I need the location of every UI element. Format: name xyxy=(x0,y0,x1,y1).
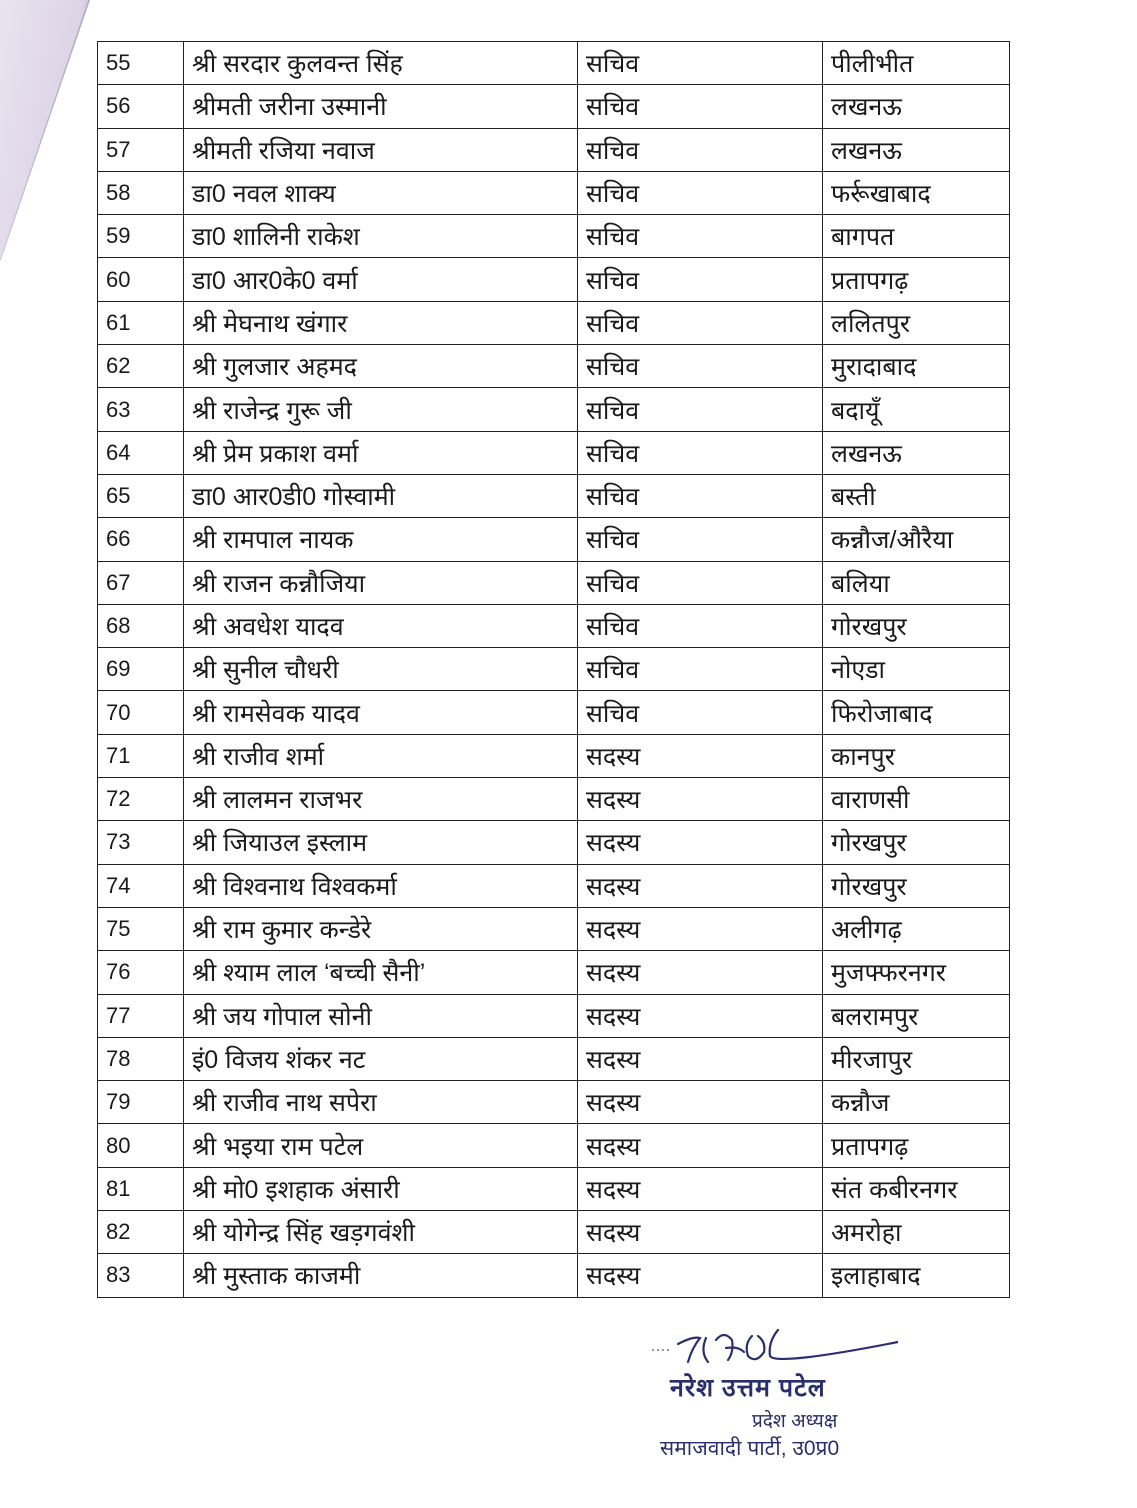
district-cell: गोरखपुर xyxy=(823,604,1010,647)
serial-number-cell: 65 xyxy=(98,474,184,517)
member-name-cell: डा0 शालिनी राकेश xyxy=(184,215,578,258)
post-cell: सदस्य xyxy=(578,864,823,907)
district-cell: अलीगढ़ xyxy=(823,907,1010,950)
post-cell: सदस्य xyxy=(578,994,823,1037)
post-cell: सचिव xyxy=(578,604,823,647)
serial-number-cell: 55 xyxy=(98,42,184,85)
serial-number-cell: 63 xyxy=(98,388,184,431)
table-row xyxy=(98,778,1010,821)
member-name-cell: श्रीमती रजिया नवाज xyxy=(184,128,578,171)
member-name-cell: श्रीमती जरीना उस्मानी xyxy=(184,85,578,128)
signer-title: प्रदेश अध्यक्ष xyxy=(752,1411,838,1432)
post-cell: सदस्य xyxy=(578,778,823,821)
post-cell: सचिव xyxy=(578,345,823,388)
post-cell: सचिव xyxy=(578,171,823,214)
member-name-cell: श्री राम कुमार कन्डेरे xyxy=(184,907,578,950)
serial-number-cell: 58 xyxy=(98,171,184,214)
serial-number-cell: 83 xyxy=(98,1254,184,1297)
district-cell: अमरोहा xyxy=(823,1211,1010,1254)
post-cell: सचिव xyxy=(578,85,823,128)
serial-number-cell: 56 xyxy=(98,85,184,128)
district-cell: लखनऊ xyxy=(823,128,1010,171)
table-row xyxy=(98,864,1010,907)
table-row xyxy=(98,1254,1010,1297)
member-name-cell: श्री सरदार कुलवन्त सिंह xyxy=(184,42,578,85)
serial-number-cell: 78 xyxy=(98,1037,184,1080)
serial-number-cell: 59 xyxy=(98,215,184,258)
district-cell: मुजफ्फरनगर xyxy=(823,951,1010,994)
post-cell: सचिव xyxy=(578,518,823,561)
member-name-cell: श्री राजन कन्नौजिया xyxy=(184,561,578,604)
serial-number-cell: 79 xyxy=(98,1081,184,1124)
district-cell: मीरजापुर xyxy=(823,1037,1010,1080)
post-cell: सदस्य xyxy=(578,1167,823,1210)
serial-number-cell: 64 xyxy=(98,431,184,474)
post-cell: सचिव xyxy=(578,648,823,691)
serial-number-cell: 75 xyxy=(98,907,184,950)
district-cell: लखनऊ xyxy=(823,85,1010,128)
district-cell: प्रतापगढ़ xyxy=(823,1124,1010,1167)
handwritten-signature xyxy=(648,1322,898,1372)
post-cell: सचिव xyxy=(578,431,823,474)
post-cell: सदस्य xyxy=(578,734,823,777)
district-cell: पीलीभीत xyxy=(823,42,1010,85)
post-cell: सचिव xyxy=(578,258,823,301)
post-cell: सदस्य xyxy=(578,1037,823,1080)
table-row xyxy=(98,907,1010,950)
serial-number-cell: 81 xyxy=(98,1167,184,1210)
district-cell: बलरामपुर xyxy=(823,994,1010,1037)
serial-number-cell: 73 xyxy=(98,821,184,864)
serial-number-cell: 62 xyxy=(98,345,184,388)
table-body xyxy=(98,42,1010,1298)
table-row xyxy=(98,345,1010,388)
signer-name: नरेश उत्तम पटेल xyxy=(670,1374,826,1402)
table-row xyxy=(98,1124,1010,1167)
serial-number-cell: 57 xyxy=(98,128,184,171)
table-row xyxy=(98,691,1010,734)
district-cell: नोएडा xyxy=(823,648,1010,691)
table-row xyxy=(98,1081,1010,1124)
table-row xyxy=(98,1211,1010,1254)
table-row xyxy=(98,951,1010,994)
serial-number-cell: 71 xyxy=(98,734,184,777)
post-cell: सदस्य xyxy=(578,821,823,864)
post-cell: सदस्य xyxy=(578,951,823,994)
table-row xyxy=(98,1167,1010,1210)
district-cell: ललितपुर xyxy=(823,301,1010,344)
post-cell: सचिव xyxy=(578,388,823,431)
member-name-cell: श्री लालमन राजभर xyxy=(184,778,578,821)
member-name-cell: डा0 आर0डी0 गोस्वामी xyxy=(184,474,578,517)
table-row xyxy=(98,474,1010,517)
post-cell: सचिव xyxy=(578,128,823,171)
post-cell: सदस्य xyxy=(578,1124,823,1167)
member-name-cell: इं0 विजय शंकर नट xyxy=(184,1037,578,1080)
member-name-cell: श्री राजीव शर्मा xyxy=(184,734,578,777)
member-name-cell: श्री राजीव नाथ सपेरा xyxy=(184,1081,578,1124)
district-cell: कन्नौज/औरैया xyxy=(823,518,1010,561)
serial-number-cell: 80 xyxy=(98,1124,184,1167)
table-row xyxy=(98,301,1010,344)
member-name-cell: डा0 नवल शाक्य xyxy=(184,171,578,214)
table-row xyxy=(98,258,1010,301)
table-row xyxy=(98,994,1010,1037)
district-cell: बदायूँ xyxy=(823,388,1010,431)
serial-number-cell: 70 xyxy=(98,691,184,734)
member-name-cell: श्री भइया राम पटेल xyxy=(184,1124,578,1167)
post-cell: सचिव xyxy=(578,474,823,517)
member-name-cell: श्री प्रेम प्रकाश वर्मा xyxy=(184,431,578,474)
district-cell: गोरखपुर xyxy=(823,821,1010,864)
district-cell: वाराणसी xyxy=(823,778,1010,821)
district-cell: बलिया xyxy=(823,561,1010,604)
member-name-cell: श्री रामसेवक यादव xyxy=(184,691,578,734)
member-name-cell: डा0 आर0के0 वर्मा xyxy=(184,258,578,301)
member-name-cell: श्री विश्वनाथ विश्वकर्मा xyxy=(184,864,578,907)
post-cell: सचिव xyxy=(578,691,823,734)
table-row xyxy=(98,388,1010,431)
member-name-cell: श्री जियाउल इस्लाम xyxy=(184,821,578,864)
table-row xyxy=(98,42,1010,85)
table-row xyxy=(98,561,1010,604)
serial-number-cell: 82 xyxy=(98,1211,184,1254)
district-cell: फिरोजाबाद xyxy=(823,691,1010,734)
member-name-cell: श्री मो0 इशहाक अंसारी xyxy=(184,1167,578,1210)
post-cell: सचिव xyxy=(578,561,823,604)
post-cell: सदस्य xyxy=(578,1081,823,1124)
post-cell: सदस्य xyxy=(578,907,823,950)
member-name-cell: श्री गुलजार अहमद xyxy=(184,345,578,388)
table-row xyxy=(98,734,1010,777)
serial-number-cell: 74 xyxy=(98,864,184,907)
post-cell: सदस्य xyxy=(578,1254,823,1297)
serial-number-cell: 72 xyxy=(98,778,184,821)
post-cell: सदस्य xyxy=(578,1211,823,1254)
serial-number-cell: 69 xyxy=(98,648,184,691)
member-name-cell: श्री योगेन्द्र सिंह खड़गवंशी xyxy=(184,1211,578,1254)
table-row xyxy=(98,821,1010,864)
table-row xyxy=(98,518,1010,561)
district-cell: बागपत xyxy=(823,215,1010,258)
member-name-cell: श्री रामपाल नायक xyxy=(184,518,578,561)
table-row xyxy=(98,648,1010,691)
table-row xyxy=(98,215,1010,258)
table-row xyxy=(98,431,1010,474)
district-cell: कानपुर xyxy=(823,734,1010,777)
district-cell: गोरखपुर xyxy=(823,864,1010,907)
signer-organization: समाजवादी पार्टी, उ0प्र0 xyxy=(660,1437,840,1460)
member-name-cell: श्री अवधेश यादव xyxy=(184,604,578,647)
member-name-cell: श्री श्याम लाल ‘बच्ची सैनी’ xyxy=(184,951,578,994)
serial-number-cell: 77 xyxy=(98,994,184,1037)
serial-number-cell: 61 xyxy=(98,301,184,344)
post-cell: सचिव xyxy=(578,301,823,344)
serial-number-cell: 67 xyxy=(98,561,184,604)
serial-number-cell: 60 xyxy=(98,258,184,301)
post-cell: सचिव xyxy=(578,42,823,85)
signature-block xyxy=(640,1322,920,1472)
district-cell: संत कबीरनगर xyxy=(823,1167,1010,1210)
district-cell: इलाहाबाद xyxy=(823,1254,1010,1297)
member-name-cell: श्री मेघनाथ खंगार xyxy=(184,301,578,344)
district-cell: मुरादाबाद xyxy=(823,345,1010,388)
serial-number-cell: 68 xyxy=(98,604,184,647)
table-row xyxy=(98,171,1010,214)
table-row xyxy=(98,128,1010,171)
district-cell: लखनऊ xyxy=(823,431,1010,474)
serial-number-cell: 76 xyxy=(98,951,184,994)
member-name-cell: श्री राजेन्द्र गुरू जी xyxy=(184,388,578,431)
member-name-cell: श्री जय गोपाल सोनी xyxy=(184,994,578,1037)
table-row xyxy=(98,85,1010,128)
serial-number-cell: 66 xyxy=(98,518,184,561)
district-cell: फर्रूखाबाद xyxy=(823,171,1010,214)
member-name-cell: श्री सुनील चौधरी xyxy=(184,648,578,691)
table-row xyxy=(98,604,1010,647)
office-bearers-table xyxy=(97,41,1010,1298)
district-cell: बस्ती xyxy=(823,474,1010,517)
post-cell: सचिव xyxy=(578,215,823,258)
member-name-cell: श्री मुस्ताक काजमी xyxy=(184,1254,578,1297)
district-cell: प्रतापगढ़ xyxy=(823,258,1010,301)
table-row xyxy=(98,1037,1010,1080)
district-cell: कन्नौज xyxy=(823,1081,1010,1124)
